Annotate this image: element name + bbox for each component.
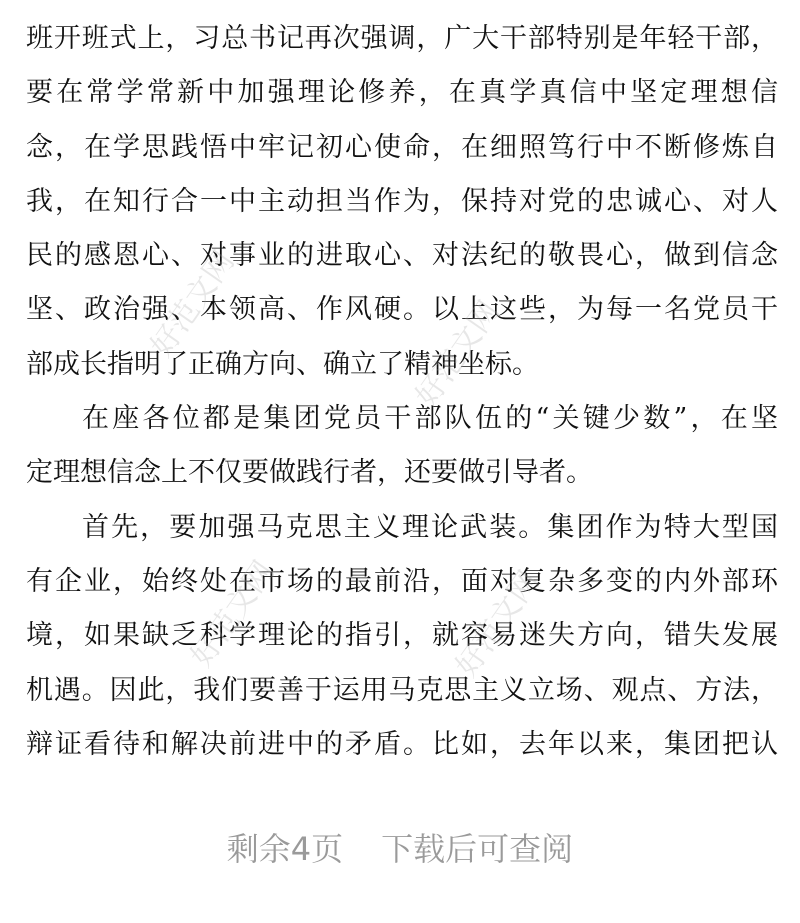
watermark: 好范文网 [144,244,242,364]
download-to-view-label: 下载后可查阅 [381,830,574,868]
text-line: 首先，要加强马克思主义理论武装。集团作为特大型国 [82,511,778,543]
watermark: 好范文网 [409,294,507,414]
text-line: 念，在学思践悟中牢记初心使命，在细照笃行中不断修炼自 [26,131,778,163]
text-line: 定理想信念上不仅要做践行者，还要做引导者。 [26,457,593,489]
text-line: 坚、政治强、本领高、作风硬。以上这些，为每一名党员干 [26,294,778,326]
watermark: 好范文网 [184,554,282,674]
text-line: 民的感恩心、对事业的进取心、对法纪的敬畏心，做到信念 [26,240,778,272]
text-line: 有企业，始终处在市场的最前沿，面对复杂多变的内外部环 [26,565,778,597]
text-line: 辩证看待和解决前进中的矛盾。比如，去年以来，集团把认 [26,728,778,760]
remaining-pages-label: 剩余4页 [226,830,344,868]
text-line: 在座各位都是集团党员干部队伍的“关键少数”，在坚 [82,403,778,435]
text-line: 境，如果缺乏科学理论的指引，就容易迷失方向，错失发展 [26,620,778,652]
document-body [26,12,778,772]
read-more-button[interactable] [0,812,800,882]
text-line: 班开班式上，习总书记再次强调，广大干部特别是年轻干部， [26,23,778,54]
text-line: 机遇。因此，我们要善于运用马克思主义立场、观点、方法， [26,674,778,706]
text-line: 部成长指明了正确方向、确立了精神坐标。 [26,348,539,380]
paragraph-1 [26,12,778,392]
text-line: 我，在知行合一中主动担当作为，保持对党的忠诚心、对人 [26,185,778,217]
paragraph-3 [26,501,778,772]
paragraph-2 [26,392,778,501]
watermark: 好范文网 [449,564,547,684]
text-line: 要在常学常新中加强理论修养，在真学真信中坚定理想信 [26,77,778,109]
